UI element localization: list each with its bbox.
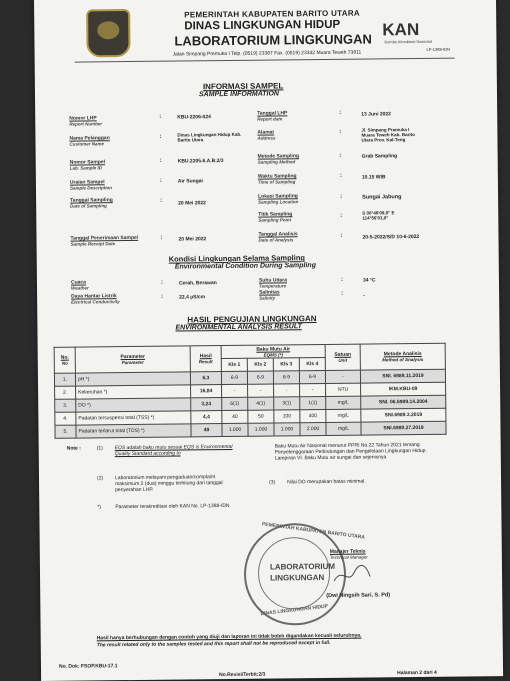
- result-subtitle: ENVIRONMENTAL ANALYSIS RESULT: [175, 323, 302, 332]
- cell-class-3: 1.000: [274, 423, 300, 436]
- col-result: [190, 346, 221, 372]
- value-date-of-analysis: 20-5-2022/S/D 10-6-2022: [362, 233, 420, 241]
- label-report-number-en: Report Number: [69, 121, 103, 127]
- label-temperature-en: Temperature: [258, 283, 287, 289]
- cell-class-2: 1.000: [248, 423, 274, 436]
- col-unit-label-en: Unit: [338, 357, 348, 363]
- cell-class-3: 100: [274, 410, 300, 423]
- colon: :: [160, 197, 163, 204]
- stamp-text-laboratorium: LABORATORIUM: [269, 561, 336, 572]
- sample-info-title: INFORMASI SAMPEL: [202, 81, 284, 92]
- cell-class-2: 50: [248, 410, 274, 423]
- analysis-result-table: [54, 343, 447, 439]
- header-divider: [75, 58, 455, 63]
- report-page: [34, 0, 503, 681]
- label-sample-description-en: Sample Description: [69, 185, 113, 191]
- note-4-number: *): [97, 504, 101, 511]
- label-address-en: Address: [257, 135, 276, 141]
- kan-logo: KAN: [382, 19, 420, 40]
- label-sampling-location-en: Sampling Location: [258, 199, 299, 205]
- cell-class-2: 4(1): [248, 397, 274, 410]
- col-quality-standard-sub: EQMS (*): [263, 351, 283, 358]
- label-sample-receipt-date: Tanggal Penerimaan Sampel: [70, 234, 139, 242]
- value-date-of-sampling: 20 Mei 2022: [178, 200, 206, 207]
- cell-parameter: pH *): [75, 372, 190, 386]
- cell-method: SNI.6989.27.2019: [361, 421, 446, 435]
- colon: :: [339, 128, 342, 135]
- note-3-text: Nilai DO merupakan batas minimal.: [287, 478, 366, 486]
- cell-class-4: 400: [300, 409, 326, 422]
- label-date-of-sampling-en: Date of Sampling: [70, 203, 107, 209]
- col-class-1: Kls 1: [221, 358, 247, 371]
- colon: :: [340, 232, 343, 239]
- note-1-standard: Baku Mutu Air Nasional menurut PPRI No.22 Tahun 2021 tentang Penyelenggaraan Perlindungan dan Pengelolaan Lingkungan Hidup. Lampiran VI. Baku Mutu air sungai dan sejenisnya: [274, 441, 427, 462]
- cell-class-3: -: [274, 384, 300, 397]
- cell-unit: mg/L: [326, 409, 361, 422]
- col-unit-label: Satuan: [334, 351, 352, 358]
- value-sample-receipt-date: 20 Mei 2022: [178, 236, 207, 243]
- cell-result: 49: [191, 424, 222, 437]
- colon: :: [340, 212, 343, 219]
- cell-class-4: -: [300, 383, 326, 396]
- colon: :: [339, 109, 342, 116]
- note-4-text: Parameter terakreditasi oleh KAN No. LP-1388-IDN: [115, 502, 230, 511]
- colon: :: [159, 177, 162, 184]
- value-report-date: 13 Juni 2022: [361, 111, 391, 118]
- value-conductivity: 22,4 µS/cm: [179, 294, 206, 301]
- label-sample-description: Uraian Sampel: [69, 179, 105, 186]
- colon: :: [339, 172, 342, 179]
- label-report-number: Nomor LHP: [69, 115, 97, 122]
- label-report-date-en: Report date: [257, 116, 283, 122]
- col-no-label: No.: [60, 354, 69, 361]
- colon: :: [159, 113, 162, 120]
- value-customer-name: Dinas Lingkungan Hidup Kab. Barito Utara: [177, 131, 242, 143]
- col-parameter-label: Parameter: [120, 353, 146, 361]
- cell-class-4: 1(1): [300, 396, 326, 409]
- header-agency: DINAS LINGKUNGAN HIDUP: [184, 18, 341, 33]
- footer-page-number: Halaman 2 dari 4: [397, 669, 437, 677]
- col-method: [360, 343, 445, 370]
- label-sampling-method: Metode Sampling: [257, 153, 300, 160]
- stamp-rim-bottom: DINAS LINGKUNGAN HIDUP: [260, 603, 329, 618]
- cell-class-1: 6-9: [221, 371, 247, 384]
- label-temperature: Suhu Udara: [258, 277, 288, 284]
- label-weather-en: Weather: [70, 285, 89, 291]
- colon: :: [341, 290, 344, 297]
- colon: :: [340, 276, 343, 283]
- label-sampling-point-en: Sampling Point: [258, 217, 292, 223]
- cell-class-1: 40: [222, 410, 248, 423]
- footer-revision: No.Revisi/Terbit:2/3: [219, 671, 266, 679]
- col-no-label-en: No: [61, 360, 68, 366]
- cell-no: 3.: [55, 399, 76, 412]
- label-sampling-method-en: Sampling Method: [257, 159, 296, 165]
- cell-class-1: 1.000: [222, 423, 248, 436]
- col-parameter-label-en: Parameter: [121, 359, 144, 366]
- cell-class-1: -: [222, 384, 248, 397]
- colon: :: [160, 279, 163, 286]
- cell-result: 3,24: [191, 398, 222, 411]
- col-result-label: Hasil: [199, 353, 212, 360]
- label-salinity-en: Salinity: [259, 295, 276, 301]
- header-government: PEMERINTAH KABUPATEN BARITO UTARA: [184, 8, 361, 20]
- cell-no: 2.: [55, 386, 76, 399]
- colon: :: [159, 157, 162, 164]
- colon: :: [159, 133, 162, 140]
- value-time-of-sampling: 10.15 WIB: [361, 174, 386, 181]
- cell-result: 6,3: [190, 372, 221, 385]
- cell-no: 5.: [55, 425, 76, 438]
- label-weather: Cuaca: [70, 279, 87, 286]
- col-parameter: [75, 346, 190, 373]
- header-laboratory: LABORATORIUM LINGKUNGAN: [174, 31, 372, 49]
- note-2-text: Laboratorium melayani pengaduan/complaint maksimum 2 (dua) minggu terhitung dari tanggal penyerahan LHP.: [114, 474, 223, 494]
- value-temperature: 34 °C: [362, 277, 376, 284]
- label-date-of-sampling: Tanggal Sampling: [70, 197, 113, 204]
- value-sampling-method: Grab Sampling: [361, 153, 398, 160]
- label-time-of-sampling: Waktu Sampling: [257, 173, 297, 180]
- value-address: Jl. Simpang Pramuka I Muara Teweh Kab. Barito Utara Prov. Kal-Teng: [361, 127, 415, 143]
- label-sample-number: Nomor Sampel: [69, 159, 106, 166]
- value-sampling-point: S 00°46'09,9" E 114°56'01,0": [362, 210, 395, 221]
- cell-class-1: 6(1): [222, 397, 248, 410]
- label-sample-receipt-date-en: Sample Receipt Date: [70, 241, 116, 247]
- condition-title: Kondisi Lingkungan Selama Sampling: [168, 253, 306, 264]
- cell-parameter: Padatan tersuspensi total (TSS) *): [76, 411, 191, 425]
- colon: :: [340, 193, 343, 200]
- cell-unit: mg/L: [326, 422, 361, 435]
- cell-method: SNI. 6989.11.2019: [360, 369, 445, 383]
- col-no: [54, 347, 75, 373]
- cell-class-2: 6-9: [247, 371, 273, 384]
- cell-result: 16,84: [191, 385, 222, 398]
- colon: :: [161, 293, 164, 300]
- label-conductivity: Daya Hantar Listrik: [71, 293, 117, 300]
- footer-doc-number: No. Dok: FSOP.KBU-17.1: [58, 663, 118, 670]
- condition-subtitle: Environmental Condition During Sampling: [174, 262, 317, 271]
- value-sample-number: KBU.2205.6.A.B.2/3: [177, 158, 224, 165]
- signer-name: (Dwi Ningsih Sari, S. Pd): [326, 592, 391, 599]
- cell-method: IKM.KBU-09: [361, 382, 446, 396]
- cell-class-3: 3(1): [274, 397, 300, 410]
- cell-parameter: Kekeruhan *): [76, 385, 191, 399]
- value-sampling-location: Sungai Jabung: [362, 194, 402, 201]
- col-quality-standard-label: Baku Mutu Air: [256, 345, 291, 353]
- note-1-text: EQS adalah baku mutu sesuai EQS is Environmental Quality Standard according to: [114, 443, 233, 458]
- header-address: Jalan Simpang Premuka I Telp. (0519) 23367 Fax. (0519) 23342 Muara Teweh 73811: [172, 49, 362, 58]
- kan-accreditation-number: LP-1388-IDN: [426, 46, 450, 52]
- col-class-2: Kls 2: [247, 358, 273, 371]
- col-unit: [325, 344, 360, 370]
- col-result-label-en: Result: [198, 359, 213, 365]
- notes-label: Note :: [66, 445, 81, 452]
- value-weather: Cerah, Berawan: [178, 280, 217, 287]
- cell-class-2: -: [248, 384, 274, 397]
- label-date-of-analysis: Tanggal Analisis: [258, 231, 298, 238]
- label-customer-name-en: Customer Name: [69, 141, 105, 147]
- colon: :: [339, 152, 342, 159]
- cell-parameter: DO *): [76, 398, 191, 412]
- stamp-text-lingkungan: LINGKUNGAN: [270, 572, 325, 583]
- footer-disclaimer: Hasil hanya berhubungan dengan contoh yang diuji dan laporan ini tidak boleh digandakan kecuali seluruhnya.: [96, 632, 362, 642]
- cell-unit: NTU: [326, 383, 361, 396]
- label-report-date: Tanggal LHP: [257, 110, 288, 117]
- signer-role-en: Technical Manager: [329, 554, 368, 560]
- cell-class-3: 6-9: [273, 371, 299, 384]
- value-sample-description: Air Sungai: [177, 178, 203, 185]
- col-method-label-en: Method of Analysis: [382, 356, 424, 363]
- cell-class-4: 6-9: [299, 370, 325, 383]
- label-sampling-point: Titik Sampling: [258, 211, 293, 218]
- handwritten-signature: [332, 562, 372, 586]
- label-sampling-location: Lokasi Sampling: [258, 193, 298, 200]
- note-1-number: (1): [96, 445, 103, 452]
- footer-disclaimer-en: The result related only to the samples tested and this report shall not be reproduced except in full.: [96, 639, 331, 649]
- note-2-number: (2): [96, 475, 104, 482]
- kan-subtitle: Komite Akreditasi Nasional: [384, 38, 433, 45]
- col-quality-standard: [221, 344, 325, 358]
- cell-parameter: Padatan terlarut total (TDS) *): [76, 424, 191, 438]
- cell-no: 4.: [55, 412, 76, 425]
- sample-info-subtitle: SAMPLE INFORMATION: [198, 90, 280, 99]
- cell-method: SNI.6989.3.2019: [361, 408, 446, 422]
- value-report-number: KBU-2206-024: [177, 114, 211, 121]
- stamp-rim-top: PEMERINTAH KABUPATEN BARITO UTARA: [261, 521, 366, 541]
- note-3-number: (3): [269, 479, 276, 486]
- colon: :: [160, 234, 163, 241]
- signer-role: Manajer Teknis: [329, 548, 366, 555]
- label-customer-name: Nama Pelanggan: [69, 135, 110, 142]
- cell-method: SNI. 06.6989.14.2004: [361, 395, 446, 409]
- cell-unit: mg/L: [326, 396, 361, 409]
- cell-unit: -: [325, 370, 360, 383]
- col-method-label: Metode Analisis: [383, 350, 422, 358]
- table-row: [55, 421, 446, 438]
- cell-no: 1.: [54, 373, 75, 386]
- cell-class-4: 2.000: [300, 422, 326, 435]
- label-conductivity-en: Electrical Conductivity: [71, 299, 120, 305]
- label-sample-number-en: Lab. Sample ID: [69, 165, 103, 171]
- col-class-4: Kls 4: [299, 357, 325, 370]
- value-salinity: -: [363, 292, 365, 299]
- label-date-of-analysis-en: Date of Analysis: [258, 237, 294, 243]
- label-time-of-sampling-en: Time of Sampling: [257, 179, 296, 185]
- label-salinity: Salinitas: [259, 289, 280, 296]
- label-address: Alamat: [257, 129, 275, 136]
- cell-result: 4,4: [191, 411, 222, 424]
- result-title: HASIL PENGUJIAN LINGKUNGAN: [187, 314, 317, 325]
- regency-emblem-logo: [86, 9, 131, 57]
- col-class-3: Kls 3: [273, 358, 299, 371]
